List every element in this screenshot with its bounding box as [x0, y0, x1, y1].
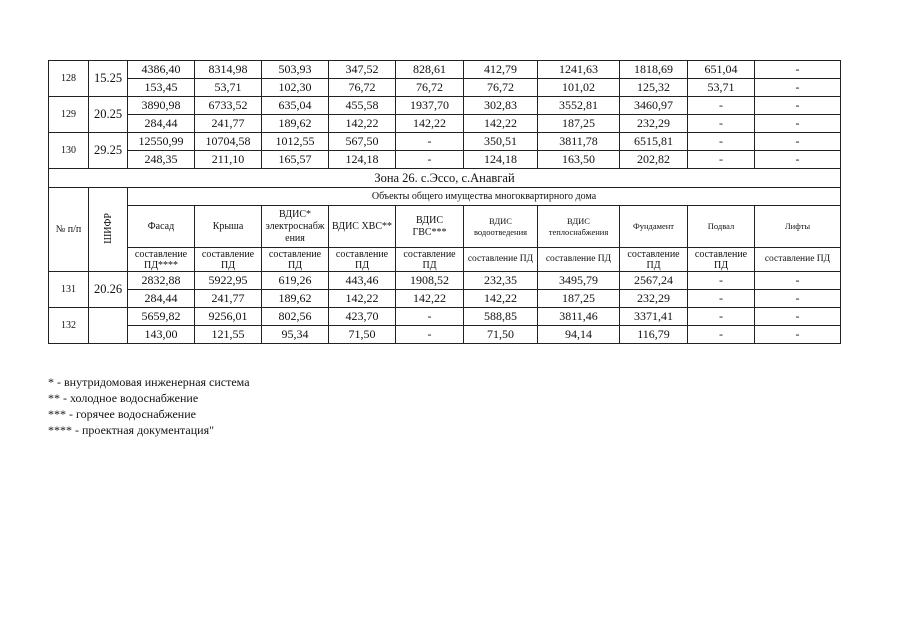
column-header: ВДИС теплоснабжения [538, 206, 620, 248]
sub-column-header: составление ПД [538, 248, 620, 272]
table-cell: 2567,24 [620, 272, 688, 290]
table-cell: - [396, 308, 464, 326]
table-cell: 619,26 [262, 272, 329, 290]
column-header: Крыша [195, 206, 262, 248]
table-cell: - [755, 133, 841, 151]
table-cell: 350,51 [464, 133, 538, 151]
row-number: 131 [49, 272, 89, 308]
table-cell: 202,82 [620, 151, 688, 169]
table-cell: - [755, 151, 841, 169]
table-cell: 232,35 [464, 272, 538, 290]
footnote: ** - холодное водоснабжение [48, 391, 199, 405]
table-cell: 116,79 [620, 326, 688, 344]
table-cell: 1908,52 [396, 272, 464, 290]
table-cell: 95,34 [262, 326, 329, 344]
table-cell: 241,77 [195, 115, 262, 133]
table-row [49, 79, 841, 97]
header-num-col: № п/п [49, 188, 89, 272]
column-header: ВДИС водоотведения [464, 206, 538, 248]
table-cell: 102,30 [262, 79, 329, 97]
table-cell: 76,72 [329, 79, 396, 97]
table-cell: - [688, 308, 755, 326]
sub-column-header: составление ПД [329, 248, 396, 272]
table-cell: 124,18 [329, 151, 396, 169]
table-cell: 142,22 [396, 290, 464, 308]
table-cell: 5659,82 [128, 308, 195, 326]
table-cell: - [688, 326, 755, 344]
column-header: ВДИС* электроснабж ения [262, 206, 329, 248]
table-cell: 121,55 [195, 326, 262, 344]
table-cell: 94,14 [538, 326, 620, 344]
table-cell: - [688, 290, 755, 308]
table-cell: 503,93 [262, 61, 329, 79]
table-cell: 12550,99 [128, 133, 195, 151]
table-cell: 6733,52 [195, 97, 262, 115]
table-row [49, 115, 841, 133]
table-cell: - [396, 151, 464, 169]
sub-column-header: составление ПД [262, 248, 329, 272]
sub-column-header: составление ПД [464, 248, 538, 272]
header-code-label: ШИФР [102, 212, 114, 244]
table-cell: 8314,98 [195, 61, 262, 79]
table-cell: 248,35 [128, 151, 195, 169]
table-row [49, 61, 841, 79]
column-header: ВДИС ХВС** [329, 206, 396, 248]
table-cell: 142,22 [329, 115, 396, 133]
table-cell: 165,57 [262, 151, 329, 169]
sub-column-header: составление ПД [755, 248, 841, 272]
table-cell: 3890,98 [128, 97, 195, 115]
table-cell: 189,62 [262, 115, 329, 133]
row-number: 128 [49, 61, 89, 97]
table-cell: 588,85 [464, 308, 538, 326]
row-code: 15.25 [89, 61, 128, 97]
sub-column-header: составление ПД [620, 248, 688, 272]
row-code: 20.26 [89, 272, 128, 308]
zone-title: Зона 26. с.Эссо, с.Анавгай [49, 169, 841, 188]
table-cell: 76,72 [464, 79, 538, 97]
table-cell: 232,29 [620, 115, 688, 133]
column-header: Фасад [128, 206, 195, 248]
table-cell: 124,18 [464, 151, 538, 169]
table-cell: 187,25 [538, 290, 620, 308]
footnote: * - внутридомовая инженерная система [48, 375, 250, 389]
table-cell: 567,50 [329, 133, 396, 151]
table-cell: 651,04 [688, 61, 755, 79]
table-cell: 76,72 [396, 79, 464, 97]
table-cell: 828,61 [396, 61, 464, 79]
table-cell: - [755, 61, 841, 79]
table-cell: 1241,63 [538, 61, 620, 79]
table-cell: 1818,69 [620, 61, 688, 79]
top-rows [49, 61, 841, 169]
table-cell: 53,71 [688, 79, 755, 97]
sub-headers [49, 248, 841, 272]
table-cell: - [755, 115, 841, 133]
table-cell: - [396, 326, 464, 344]
table-cell: 3552,81 [538, 97, 620, 115]
table-cell: - [755, 290, 841, 308]
table-cell: 412,79 [464, 61, 538, 79]
column-header: ВДИС ГВС*** [396, 206, 464, 248]
header-code-col [89, 188, 128, 272]
table-cell: 163,50 [538, 151, 620, 169]
table-cell: 1012,55 [262, 133, 329, 151]
sub-column-header: составление ПД [195, 248, 262, 272]
table-cell: 3811,46 [538, 308, 620, 326]
row-code: 29.25 [89, 133, 128, 169]
table-cell: 101,02 [538, 79, 620, 97]
table-cell: 142,22 [464, 115, 538, 133]
column-header: Фундамент [620, 206, 688, 248]
table-cell: 3460,97 [620, 97, 688, 115]
table-cell: - [688, 115, 755, 133]
table-cell: - [755, 97, 841, 115]
footnote: *** - горячее водоснабжение [48, 407, 196, 421]
table-cell: 1937,70 [396, 97, 464, 115]
table-cell: 284,44 [128, 290, 195, 308]
table-cell: 3811,78 [538, 133, 620, 151]
table-cell: 10704,58 [195, 133, 262, 151]
table-cell: - [755, 308, 841, 326]
table-cell: 232,29 [620, 290, 688, 308]
table-cell: 2832,88 [128, 272, 195, 290]
table-cell: - [688, 272, 755, 290]
table-cell: 143,00 [128, 326, 195, 344]
column-header: Подвал [688, 206, 755, 248]
table-row [49, 326, 841, 344]
table-cell: 125,32 [620, 79, 688, 97]
table-cell: 53,71 [195, 79, 262, 97]
sub-column-header: составление ПД**** [128, 248, 195, 272]
row-number: 130 [49, 133, 89, 169]
table-cell: 6515,81 [620, 133, 688, 151]
table-cell: 3495,79 [538, 272, 620, 290]
table-cell: 4386,40 [128, 61, 195, 79]
table-cell: - [688, 133, 755, 151]
table-cell: 802,56 [262, 308, 329, 326]
table-cell: - [688, 151, 755, 169]
table-cell: - [755, 272, 841, 290]
zone-section [49, 169, 841, 272]
table-cell: 5922,95 [195, 272, 262, 290]
objects-title: Объекты общего имущества многоквартирного дома [128, 188, 841, 206]
table-cell: 71,50 [464, 326, 538, 344]
table-cell: 635,04 [262, 97, 329, 115]
table-cell: 3371,41 [620, 308, 688, 326]
table-cell: 142,22 [329, 290, 396, 308]
table-row [49, 97, 841, 115]
table-cell: 9256,01 [195, 308, 262, 326]
table-cell: 347,52 [329, 61, 396, 79]
table-cell: - [755, 326, 841, 344]
table-cell: 241,77 [195, 290, 262, 308]
row-number: 132 [49, 308, 89, 344]
column-header: Лифты [755, 206, 841, 248]
cost-table [48, 60, 841, 344]
footnote: **** - проектная документация" [48, 423, 215, 437]
table-cell: 189,62 [262, 290, 329, 308]
table-cell: 423,70 [329, 308, 396, 326]
column-headers [49, 206, 841, 248]
footnotes [48, 374, 250, 438]
row-code [89, 308, 128, 344]
table-cell: 443,46 [329, 272, 396, 290]
table-row [49, 151, 841, 169]
sub-column-header: составление ПД [396, 248, 464, 272]
table-cell: 187,25 [538, 115, 620, 133]
table-cell: 284,44 [128, 115, 195, 133]
table-cell: 211,10 [195, 151, 262, 169]
sub-column-header: составление ПД [688, 248, 755, 272]
table-cell: 302,83 [464, 97, 538, 115]
table-cell: 142,22 [396, 115, 464, 133]
table-cell: 455,58 [329, 97, 396, 115]
bottom-rows [49, 272, 841, 344]
table-row [49, 272, 841, 290]
table-cell: 153,45 [128, 79, 195, 97]
table-row [49, 133, 841, 151]
row-code: 20.25 [89, 97, 128, 133]
table-cell: 142,22 [464, 290, 538, 308]
table-cell: 71,50 [329, 326, 396, 344]
table-row [49, 308, 841, 326]
table-cell: - [688, 97, 755, 115]
table-cell: - [755, 79, 841, 97]
table-row [49, 290, 841, 308]
row-number: 129 [49, 97, 89, 133]
table-cell: - [396, 133, 464, 151]
